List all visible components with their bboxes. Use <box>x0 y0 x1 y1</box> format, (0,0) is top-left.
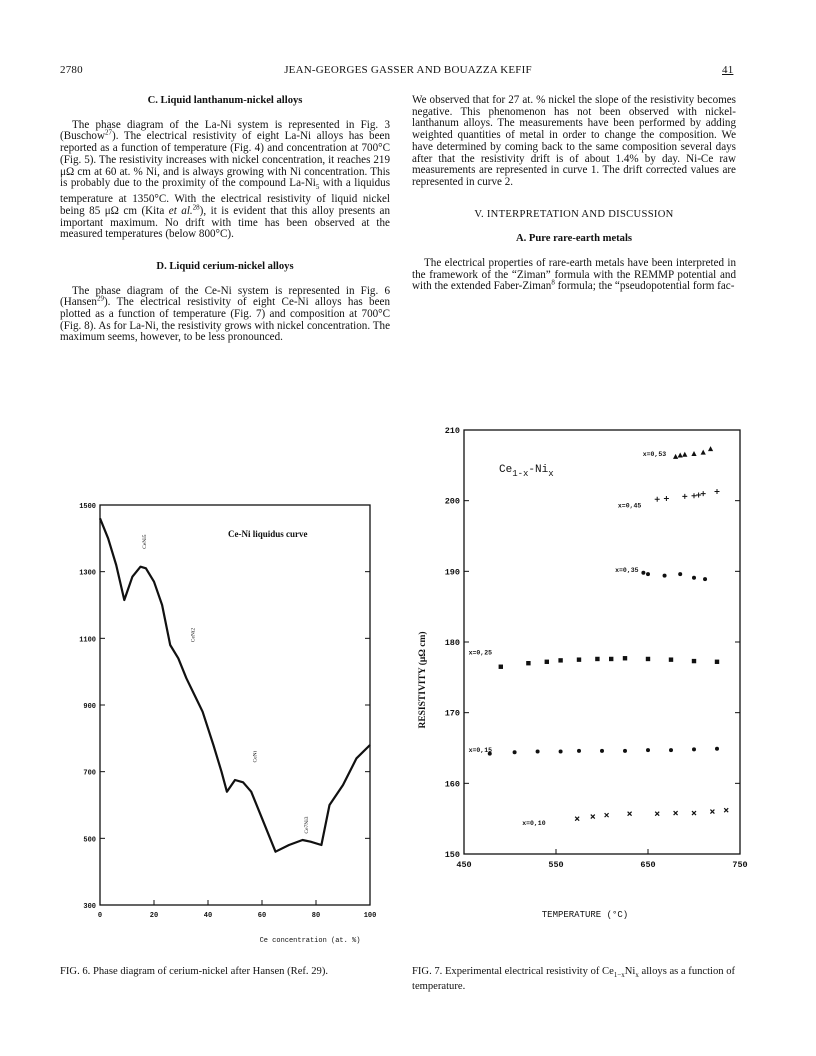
series-label: x=0,45 <box>617 502 642 510</box>
figure-7-x-axis-label: TEMPERATURE (°C) <box>541 910 629 920</box>
data-point-triangle <box>673 454 678 459</box>
data-point-plus <box>715 489 720 494</box>
series-label: x=0,10 <box>522 819 546 827</box>
figure-6-x-axis-label: Ce concentration (at. %) <box>259 937 361 945</box>
data-point-dot <box>692 747 696 751</box>
data-point-dot <box>600 749 604 753</box>
continued-paragraph: We observed that for 27 at. % nickel the slope of the resistivity becomes negative. This phenomenon has not been observed with nickel-lanthanum alloys. The measurements have been performed by adding weighted quantities of metal in order to change the composition. We have determined by coming back to the same composition several days after that the resistivity drift is of about 1.4% by day. Ni-Ce raw measurements are represented in curve 1. The drift corrected values are represented in curve 2. <box>412 94 736 188</box>
x-tick-label: 40 <box>203 912 213 920</box>
data-point-dot <box>715 747 719 751</box>
data-point-cross <box>724 808 728 812</box>
section-v-heading: V. INTERPRETATION AND DISCUSSION <box>474 208 674 220</box>
y-tick-label: 180 <box>444 638 460 648</box>
x-tick-label: 650 <box>640 860 656 870</box>
figure-6-title: Ce-Ni liquidus curve <box>228 529 308 539</box>
liquidus-curve-line <box>100 518 370 851</box>
data-point-dot <box>646 748 650 752</box>
volume-number: 41 <box>722 64 734 76</box>
data-point-cross <box>655 812 659 816</box>
series-label: x=0,35 <box>615 566 639 574</box>
data-point-square <box>577 657 581 661</box>
data-point-cross <box>692 811 696 815</box>
page-number: 2780 <box>60 64 83 76</box>
figure-6-phase-diagram <box>60 495 390 955</box>
data-point-cross <box>575 817 579 821</box>
data-point-dot <box>692 576 696 580</box>
running-header-authors: JEAN-GEORGES GASSER AND BOUAZZA KEFIF <box>284 64 532 76</box>
compound-annotation: CeNi2 <box>190 627 197 643</box>
data-point-triangle <box>708 446 713 451</box>
compound-annotation: CeNi5 <box>141 534 148 549</box>
data-point-square <box>558 658 562 662</box>
section-d-paragraph: The phase diagram of the Ce-Ni system is represented in Fig. 6 (Hansen$^{29}$). The electrical resistivity of eight Ce-Ni alloys has been plotted as a function of temperature (Fig. 7) and composition at 700°C (Fig. 8). As for La-Ni, the resistivity grows with nickel concentration. The maximum seems, however, to be less pronounced. <box>60 284 390 344</box>
y-tick-label: 1500 <box>79 503 96 511</box>
y-tick-label: 1100 <box>79 636 96 645</box>
series-label: x=0,15 <box>468 747 493 755</box>
y-tick-label: 150 <box>444 850 460 860</box>
data-point-dot <box>641 571 645 575</box>
data-point-dot <box>663 574 667 578</box>
y-tick-label: 900 <box>83 703 96 711</box>
figure-7-y-axis-label: RESISTIVITY (μΩ cm) <box>418 631 428 729</box>
data-point-plus <box>696 493 701 498</box>
x-tick-label: 20 <box>149 912 159 920</box>
y-tick-label: 300 <box>83 903 96 911</box>
data-point-cross <box>674 811 678 815</box>
data-point-dot <box>678 572 682 576</box>
data-point-cross <box>591 815 595 819</box>
data-point-square <box>609 657 613 661</box>
left-text-column <box>60 95 390 344</box>
section-a-paragraph: The electrical properties of rare-earth metals have been interpreted in the framework of the “Ziman” formula with the REMMP potential and with the extended Faber-Ziman$^8$ formula; the “pseudopotential form fac- <box>412 257 736 293</box>
y-tick-label: 200 <box>444 496 460 507</box>
section-a-heading: A. Pure rare-earth metals <box>515 233 633 245</box>
y-tick-label: 700 <box>83 769 96 778</box>
x-tick-label: 550 <box>548 860 564 870</box>
data-point-square <box>692 659 696 663</box>
data-point-plus <box>682 494 687 499</box>
figure-6-plot-frame <box>100 505 370 905</box>
y-tick-label: 190 <box>444 567 460 578</box>
data-point-plus <box>664 496 669 501</box>
data-point-dot <box>577 749 581 753</box>
data-point-square <box>646 657 650 661</box>
figure-7-legend-title: $Ce_{1-x}-Ni_x$ <box>499 464 554 479</box>
x-tick-label: 80 <box>311 912 321 920</box>
x-tick-label: 60 <box>257 912 267 920</box>
compound-annotation: Ce7Ni3 <box>303 816 310 834</box>
data-point-square <box>623 656 627 660</box>
data-point-cross <box>628 812 632 816</box>
y-tick-label: 160 <box>444 779 460 790</box>
compound-annotation: CeNi <box>252 750 259 763</box>
y-tick-label: 1300 <box>79 569 96 578</box>
data-point-triangle <box>682 452 687 457</box>
data-point-dot <box>513 750 517 754</box>
data-point-dot <box>536 750 540 754</box>
data-point-square <box>545 660 549 664</box>
figure-7-resistivity-chart <box>400 420 750 940</box>
data-point-plus <box>692 493 697 498</box>
y-tick-label: 210 <box>444 426 460 436</box>
section-c-heading: C. Liquid lanthanum-nickel alloys <box>147 95 303 106</box>
data-point-plus <box>701 491 706 496</box>
x-tick-label: 450 <box>456 860 472 870</box>
data-point-plus <box>655 497 660 502</box>
data-point-square <box>669 657 673 661</box>
series-label: x=0,53 <box>642 451 667 459</box>
figure-6-caption: FIG. 6. Phase diagram of cerium-nickel after Hansen (Ref. 29). <box>60 966 328 977</box>
y-tick-label: 170 <box>444 708 460 719</box>
x-tick-label: 750 <box>732 860 748 870</box>
data-point-dot <box>646 572 650 576</box>
data-point-triangle <box>691 451 696 456</box>
section-c-paragraph: The phase diagram of the La-Ni system is represented in Fig. 3 (Buschow$^{27}$). The electrical resistivity of eight La-Ni alloys has been reported as a function of temperature (Fig. 4) and concentration at 700°C (Fig. 5). The resistivity increases with nickel concentration, it reaches 219 μΩ cm at 60 at. % Ni, and is always growing with Ni concentration. This is probably due to the proximity of the compound $La-Ni_5$ with a liquidus temperature at 1350°C. With the electrical resistivity of liquid nickel being 85 μΩ cm (Kita et al.$^{28}$), it is evident that this alloy presents an important maximum. No drift with time has been observed at the measured temperatures (below 800°C). <box>60 118 391 241</box>
right-text-column <box>412 95 736 293</box>
data-point-square <box>499 665 503 669</box>
y-tick-label: 500 <box>83 836 96 845</box>
data-point-dot <box>669 748 673 752</box>
x-tick-label: 100 <box>363 912 377 920</box>
data-point-cross <box>710 810 714 814</box>
x-tick-label: 0 <box>97 912 103 920</box>
data-point-dot <box>703 577 707 581</box>
figure-7-caption: FIG. 7. Experimental electrical resistivity of $Ce_{1-x}Ni_x$ alloys as a function of temperature. <box>412 966 736 993</box>
data-point-triangle <box>701 450 706 455</box>
data-point-square <box>595 657 599 661</box>
series-label: x=0,25 <box>468 649 493 657</box>
data-point-cross <box>605 813 609 817</box>
data-point-square <box>715 660 719 664</box>
data-point-triangle <box>678 452 683 457</box>
data-point-square <box>526 661 530 665</box>
data-point-dot <box>623 749 627 753</box>
data-point-dot <box>559 750 563 754</box>
section-d-heading: D. Liquid cerium-nickel alloys <box>156 260 294 272</box>
